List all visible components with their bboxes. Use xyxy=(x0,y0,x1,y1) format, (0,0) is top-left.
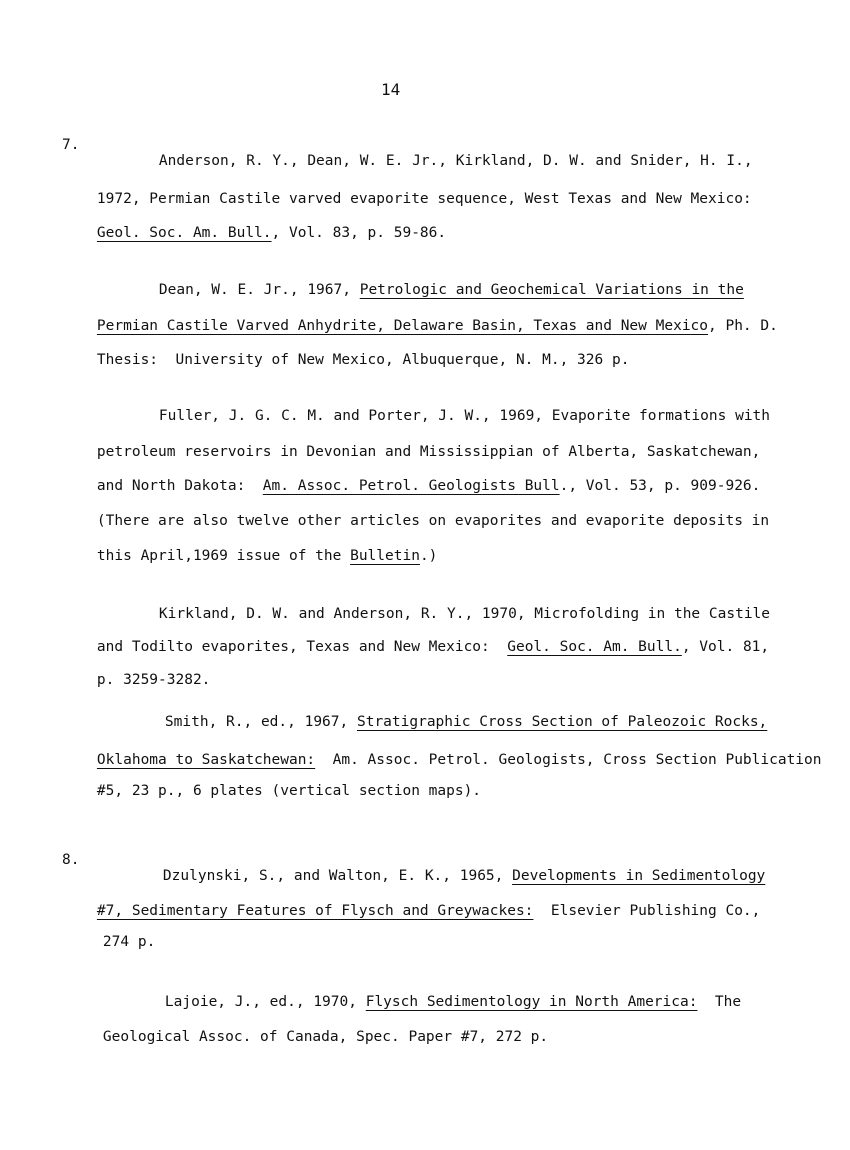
reference-title: Developments in Sedimentology xyxy=(512,868,766,884)
reference-text: Fuller, J. G. C. M. and Porter, J. W., 1969, Evaporite formations with xyxy=(158,408,771,424)
reference-title: Bulletin xyxy=(350,548,420,564)
reference-text: petroleum reservoirs in Devonian and Mississippian of Alberta, Saskatchewan, xyxy=(96,444,761,460)
reference-line xyxy=(62,532,437,580)
reference-line xyxy=(68,918,155,966)
reference-text: Anderson, R. Y., Dean, W. E. Jr., Kirkland, D. W. and Snider, H. I., xyxy=(158,153,753,169)
reference-text: 274 p. xyxy=(102,934,156,950)
reference-text: #5, 23 p., 6 plates (vertical section maps). xyxy=(96,783,482,799)
reference-title: Geol. Soc. Am. Bull. xyxy=(507,639,682,655)
reference-text: , Ph. D. xyxy=(708,318,778,334)
reference-text: this April,1969 issue of the xyxy=(96,548,351,564)
reference-text: The xyxy=(697,994,742,1010)
reference-title: Geol. Soc. Am. Bull. xyxy=(96,225,272,241)
reference-text: 1972, Permian Castile varved evaporite sequence, West Texas and New Mexico: xyxy=(96,191,752,207)
reference-title: Flysch Sedimentology in North America: xyxy=(365,994,698,1010)
reference-line xyxy=(62,767,481,815)
reference-title: Permian Castile Varved Anhydrite, Delaware Basin, Texas and New Mexico xyxy=(96,318,709,334)
reference-title: Stratigraphic Cross Section of Paleozoic Rocks, xyxy=(356,714,768,730)
reference-line xyxy=(68,1013,548,1061)
reference-text: p. 3259-3282. xyxy=(96,672,211,688)
reference-line xyxy=(62,656,210,704)
entry-number: 8. xyxy=(62,852,80,868)
reference-text: Lajoie, J., ed., 1970, xyxy=(164,994,366,1010)
reference-text: Elsevier Publishing Co., xyxy=(533,903,761,919)
reference-text: Geological Assoc. of Canada, Spec. Paper #7, 272 p. xyxy=(102,1029,549,1045)
reference-text: Dzulynski, S., and Walton, E. K., 1965, xyxy=(162,868,513,884)
reference-text: (There are also twelve other articles on evaporites and evaporite deposits in xyxy=(96,513,770,529)
entry-number: 7. xyxy=(62,137,80,153)
reference-title: #7, Sedimentary Features of Flysch and Greywackes: xyxy=(96,903,534,919)
page-number: 14 xyxy=(381,80,401,99)
reference-text: Kirkland, D. W. and Anderson, R. Y., 1970, Microfolding in the Castile xyxy=(158,606,771,622)
reference-title: Petrologic and Geochemical Variations in the xyxy=(359,282,744,298)
reference-title: Am. Assoc. Petrol. Geologists Bull xyxy=(262,478,560,494)
reference-line xyxy=(62,209,446,257)
reference-line xyxy=(62,887,760,935)
reference-text: Am. Assoc. Petrol. Geologists, Cross Section Publication xyxy=(315,752,822,768)
reference-title: Oklahoma to Saskatchewan: xyxy=(96,752,316,768)
reference-line xyxy=(62,336,629,384)
reference-text: and Todilto evaporites, Texas and New Mexico: xyxy=(96,639,508,655)
reference-text: and North Dakota: xyxy=(96,478,263,494)
reference-text: ., Vol. 53, p. 909-926. xyxy=(559,478,761,494)
reference-text: Smith, R., ed., 1967, xyxy=(164,714,357,730)
reference-text: , Vol. 81, xyxy=(681,639,770,655)
reference-text: Thesis: University of New Mexico, Albuquerque, N. M., 326 p. xyxy=(96,352,630,368)
reference-text: Dean, W. E. Jr., 1967, xyxy=(158,282,360,298)
reference-text: , Vol. 83, p. 59-86. xyxy=(271,225,447,241)
reference-text: .) xyxy=(419,548,438,564)
